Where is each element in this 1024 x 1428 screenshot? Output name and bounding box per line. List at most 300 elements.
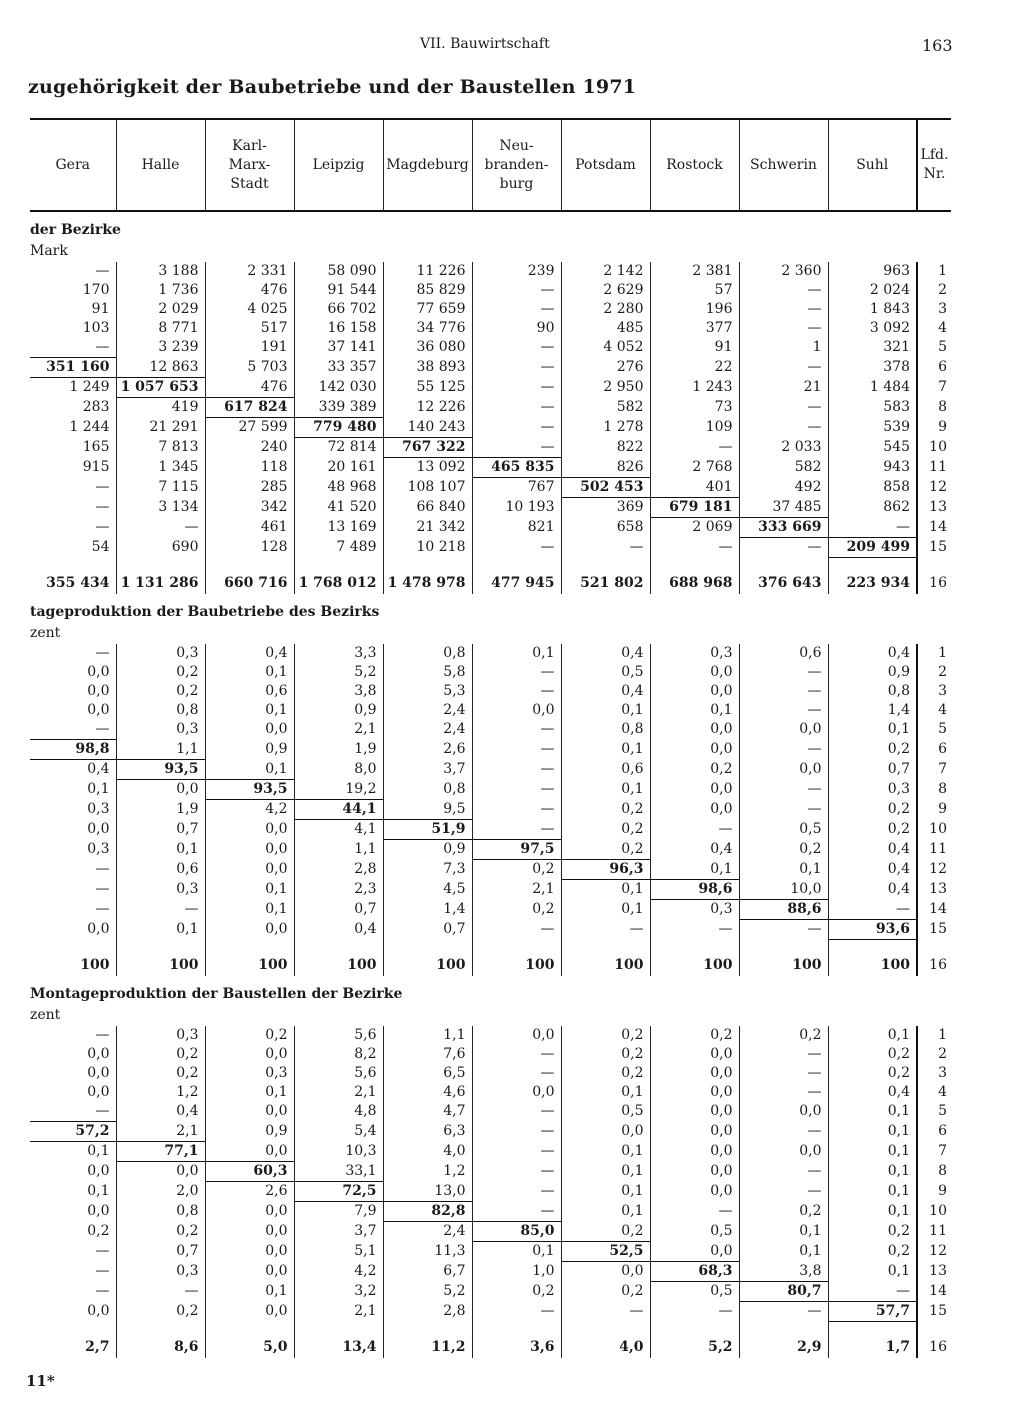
table-cell: — xyxy=(739,663,828,682)
table-row xyxy=(30,458,951,478)
row-number: 1 xyxy=(917,1026,951,1045)
table-cell: 10,3 xyxy=(294,1142,383,1162)
table-cell: — xyxy=(30,518,116,538)
table-cell: 0,1 xyxy=(828,1142,917,1162)
table-cell: 0,0 xyxy=(30,1302,116,1322)
table-cell: 1,2 xyxy=(383,1162,472,1182)
table-cell: — xyxy=(472,1045,561,1064)
signature-mark: 11* xyxy=(26,1372,55,1390)
table-cell: 0,7 xyxy=(383,920,472,940)
table-row xyxy=(30,281,951,300)
row-number: 9 xyxy=(917,800,951,820)
table-cell: 285 xyxy=(205,478,294,498)
table-cell: 0,4 xyxy=(30,760,116,780)
table-cell: 0,0 xyxy=(30,682,116,701)
table-row xyxy=(30,860,951,880)
table-cell: 57,7 xyxy=(828,1302,917,1322)
table-cell: 34 776 xyxy=(383,319,472,338)
table-cell: — xyxy=(828,1282,917,1302)
table-row xyxy=(30,720,951,740)
table-cell: 6,3 xyxy=(383,1122,472,1142)
table-cell: 5,6 xyxy=(294,1026,383,1045)
table-cell: — xyxy=(739,538,828,558)
table-row xyxy=(30,920,951,940)
table-cell: 767 xyxy=(472,478,561,498)
total-cell: 376 643 xyxy=(739,572,828,594)
table-cell: — xyxy=(739,1162,828,1182)
table-cell: 690 xyxy=(116,538,205,558)
table-cell: 103 xyxy=(30,319,116,338)
row-number: 7 xyxy=(917,1142,951,1162)
table-cell: 5,3 xyxy=(383,682,472,701)
total-cell: 477 945 xyxy=(472,572,561,594)
table-cell: 0,1 xyxy=(828,1262,917,1282)
table-cell: — xyxy=(739,300,828,319)
table-cell: 582 xyxy=(739,458,828,478)
table-row xyxy=(30,1064,951,1083)
table-cell: — xyxy=(472,760,561,780)
row-number: 2 xyxy=(917,281,951,300)
table-cell: 82,8 xyxy=(383,1202,472,1222)
table-cell: 0,1 xyxy=(30,780,116,800)
table-cell: — xyxy=(739,358,828,378)
total-row xyxy=(30,1336,951,1358)
row-number: 6 xyxy=(917,358,951,378)
table-cell: 0,3 xyxy=(116,644,205,663)
table-cell: — xyxy=(30,1242,116,1262)
table-cell: 0,4 xyxy=(294,920,383,940)
row-number: 15 xyxy=(917,1302,951,1322)
total-cell: 11,2 xyxy=(383,1336,472,1358)
table-cell: — xyxy=(739,1182,828,1202)
table-cell: — xyxy=(739,740,828,760)
table-cell: 485 xyxy=(561,319,650,338)
table-cell: — xyxy=(472,300,561,319)
total-cell: 5,0 xyxy=(205,1336,294,1358)
table-cell: 3,7 xyxy=(383,760,472,780)
table-cell: 0,0 xyxy=(116,1162,205,1182)
row-number: 5 xyxy=(917,720,951,740)
table-cell: 0,2 xyxy=(561,840,650,860)
table-row xyxy=(30,682,951,701)
table-cell: 0,8 xyxy=(383,780,472,800)
table-cell: 0,1 xyxy=(205,760,294,780)
table-cell: 2 142 xyxy=(561,262,650,281)
row-number: 8 xyxy=(917,398,951,418)
table-cell: — xyxy=(739,1302,828,1322)
total-cell: 1 131 286 xyxy=(116,572,205,594)
table-cell: 7,3 xyxy=(383,860,472,880)
table-cell: 2,1 xyxy=(294,720,383,740)
table-cell: 1 243 xyxy=(650,378,739,398)
table-cell: 0,1 xyxy=(561,740,650,760)
table-cell: 0,1 xyxy=(828,1182,917,1202)
table-cell: 88,6 xyxy=(739,900,828,920)
table-cell: — xyxy=(739,1045,828,1064)
table-cell: 963 xyxy=(828,262,917,281)
table-cell: — xyxy=(472,1182,561,1202)
table-cell: 339 389 xyxy=(294,398,383,418)
table-row xyxy=(30,438,951,458)
table-row xyxy=(30,1302,951,1322)
table-cell: 7 115 xyxy=(116,478,205,498)
table-cell: 858 xyxy=(828,478,917,498)
total-cell: 100 xyxy=(828,954,917,976)
table-row xyxy=(30,1102,951,1122)
table-cell: 0,5 xyxy=(650,1222,739,1242)
section-title-row xyxy=(30,984,951,1005)
table-cell: 583 xyxy=(828,398,917,418)
table-cell: 54 xyxy=(30,538,116,558)
table-cell: 0,1 xyxy=(739,1222,828,1242)
table-cell: 0,0 xyxy=(561,1262,650,1282)
page-number: 163 xyxy=(922,36,953,55)
table-cell: — xyxy=(472,281,561,300)
table-cell: 57,2 xyxy=(30,1122,116,1142)
table-row xyxy=(30,319,951,338)
table-cell: 0,3 xyxy=(205,1064,294,1083)
row-number: 15 xyxy=(917,920,951,940)
table-cell: 5,6 xyxy=(294,1064,383,1083)
table-cell: — xyxy=(472,438,561,458)
table-cell: — xyxy=(739,1064,828,1083)
total-cell: 100 xyxy=(383,954,472,976)
table-cell: — xyxy=(472,418,561,438)
table-cell: 4 025 xyxy=(205,300,294,319)
table-cell: 0,1 xyxy=(828,1122,917,1142)
table-cell: 0,1 xyxy=(205,1083,294,1102)
table-cell: 0,3 xyxy=(828,780,917,800)
table-cell: 0,4 xyxy=(828,840,917,860)
table-cell: 48 968 xyxy=(294,478,383,498)
total-cell: 100 xyxy=(561,954,650,976)
table-cell: 12 863 xyxy=(116,358,205,378)
table-cell: 3,8 xyxy=(294,682,383,701)
table-cell: — xyxy=(739,1083,828,1102)
row-number: 5 xyxy=(917,1102,951,1122)
row-number: 15 xyxy=(917,538,951,558)
table-cell: 240 xyxy=(205,438,294,458)
table-cell: — xyxy=(472,682,561,701)
section-unit: zent xyxy=(30,1007,61,1023)
table-cell: 2 033 xyxy=(739,438,828,458)
row-number: 12 xyxy=(917,1242,951,1262)
table-cell: 0,0 xyxy=(739,1142,828,1162)
table-cell: 3 239 xyxy=(116,338,205,358)
table-cell: 36 080 xyxy=(383,338,472,358)
table-cell: 0,1 xyxy=(205,1282,294,1302)
table-cell: — xyxy=(30,1262,116,1282)
row-number: 7 xyxy=(917,760,951,780)
table-cell: 377 xyxy=(650,319,739,338)
total-cell: 100 xyxy=(739,954,828,976)
total-cell: 4,0 xyxy=(561,1336,650,1358)
section-unit-row xyxy=(30,1005,951,1026)
table-cell: 0,1 xyxy=(650,701,739,720)
table-cell: — xyxy=(739,418,828,438)
table-cell: 16 158 xyxy=(294,319,383,338)
table-cell: 0,2 xyxy=(828,740,917,760)
table-cell: — xyxy=(650,920,739,940)
table-cell: 3,3 xyxy=(294,644,383,663)
total-cell: 355 434 xyxy=(30,572,116,594)
table-cell: 7 489 xyxy=(294,538,383,558)
table-cell: 5,8 xyxy=(383,663,472,682)
table-cell: 0,3 xyxy=(650,900,739,920)
table-cell: 85,0 xyxy=(472,1222,561,1242)
table-row xyxy=(30,1026,951,1045)
table-cell: 60,3 xyxy=(205,1162,294,1182)
table-cell: 0,2 xyxy=(828,820,917,840)
table-cell: 3,7 xyxy=(294,1222,383,1242)
table-cell: 0,2 xyxy=(116,663,205,682)
table-cell: 5,1 xyxy=(294,1242,383,1262)
table-cell: 0,7 xyxy=(116,1242,205,1262)
table-cell: — xyxy=(30,1026,116,1045)
table-cell: 0,7 xyxy=(294,900,383,920)
table-cell: 93,5 xyxy=(205,780,294,800)
table-cell: 0,7 xyxy=(116,820,205,840)
row-number: 3 xyxy=(917,682,951,701)
table-cell: 118 xyxy=(205,458,294,478)
table-cell: 91 xyxy=(30,300,116,319)
table-cell: 4 052 xyxy=(561,338,650,358)
table-row xyxy=(30,300,951,319)
table-cell: 55 125 xyxy=(383,378,472,398)
table-cell: 0,1 xyxy=(828,1102,917,1122)
table-row xyxy=(30,1045,951,1064)
table-cell: 476 xyxy=(205,378,294,398)
table-cell: 2,8 xyxy=(383,1302,472,1322)
table-cell: — xyxy=(472,1142,561,1162)
table-cell: 0,0 xyxy=(650,740,739,760)
table-cell: 85 829 xyxy=(383,281,472,300)
table-cell: 0,0 xyxy=(650,1045,739,1064)
table-cell: 0,0 xyxy=(472,1026,561,1045)
row-number: 13 xyxy=(917,1262,951,1282)
total-cell: 1 478 978 xyxy=(383,572,472,594)
row-number: 13 xyxy=(917,880,951,900)
table-title: zugehörigkeit der Baubetriebe und der Baustellen 1971 xyxy=(28,76,637,98)
table-cell: — xyxy=(650,820,739,840)
table-cell: 21 xyxy=(739,378,828,398)
table-cell: 2 629 xyxy=(561,281,650,300)
table-cell: 0,0 xyxy=(650,1083,739,1102)
table-cell: 1,9 xyxy=(116,800,205,820)
table-cell: 0,2 xyxy=(30,1222,116,1242)
total-cell: 100 xyxy=(650,954,739,976)
table-cell: 0,0 xyxy=(650,682,739,701)
table-cell: 37 141 xyxy=(294,338,383,358)
table-cell: 52,5 xyxy=(561,1242,650,1262)
table-cell: 539 xyxy=(828,418,917,438)
table-cell: — xyxy=(828,900,917,920)
table-cell: 0,1 xyxy=(739,860,828,880)
table-cell: 779 480 xyxy=(294,418,383,438)
table-row xyxy=(30,820,951,840)
table-cell: 91 544 xyxy=(294,281,383,300)
table-cell: 2 360 xyxy=(739,262,828,281)
table-row xyxy=(30,840,951,860)
table-cell: 1 345 xyxy=(116,458,205,478)
header-column: Schwerin xyxy=(739,119,828,211)
table-cell: 37 485 xyxy=(739,498,828,518)
table-cell: 0,0 xyxy=(650,1242,739,1262)
table-cell: 0,8 xyxy=(383,644,472,663)
table-row xyxy=(30,262,951,281)
table-cell: 11 226 xyxy=(383,262,472,281)
table-cell: 0,6 xyxy=(561,760,650,780)
table-cell: 0,2 xyxy=(828,1222,917,1242)
table-cell: 582 xyxy=(561,398,650,418)
table-cell: — xyxy=(30,478,116,498)
table-cell: 0,8 xyxy=(828,682,917,701)
table-cell: 862 xyxy=(828,498,917,518)
table-cell: 10,0 xyxy=(739,880,828,900)
table-cell: 4,0 xyxy=(383,1142,472,1162)
table-cell: 0,2 xyxy=(828,800,917,820)
table-cell: 13 092 xyxy=(383,458,472,478)
row-number: 10 xyxy=(917,438,951,458)
table-cell: 0,9 xyxy=(383,840,472,860)
table-cell: 27 599 xyxy=(205,418,294,438)
table-cell: 13,0 xyxy=(383,1182,472,1202)
table-cell: 0,0 xyxy=(30,663,116,682)
table-cell: — xyxy=(561,1302,650,1322)
total-cell: 3,6 xyxy=(472,1336,561,1358)
row-number: 14 xyxy=(917,1282,951,1302)
table-cell: 0,1 xyxy=(472,1242,561,1262)
table-cell: 0,1 xyxy=(739,1242,828,1262)
row-number: 4 xyxy=(917,1083,951,1102)
table-cell: 658 xyxy=(561,518,650,538)
table-cell: 165 xyxy=(30,438,116,458)
table-cell: 58 090 xyxy=(294,262,383,281)
total-cell: 688 968 xyxy=(650,572,739,594)
table-cell: 0,0 xyxy=(739,760,828,780)
table-cell: 0,0 xyxy=(205,1102,294,1122)
table-cell: 5 703 xyxy=(205,358,294,378)
table-cell: — xyxy=(30,262,116,281)
table-cell: 545 xyxy=(828,438,917,458)
table-row xyxy=(30,780,951,800)
table-cell: 0,0 xyxy=(650,1102,739,1122)
table-cell: 1,4 xyxy=(383,900,472,920)
table-cell: 0,0 xyxy=(739,720,828,740)
total-cell: 1 768 012 xyxy=(294,572,383,594)
table-cell: 476 xyxy=(205,281,294,300)
section-title: Montageproduktion der Baustellen der Bezirke xyxy=(30,986,403,1002)
table-row xyxy=(30,1122,951,1142)
table-row xyxy=(30,1222,951,1242)
table-cell: — xyxy=(472,1064,561,1083)
table-cell: 6,5 xyxy=(383,1064,472,1083)
table-cell: 1,9 xyxy=(294,740,383,760)
table-cell: — xyxy=(30,644,116,663)
table-cell: 0,3 xyxy=(30,800,116,820)
table-cell: 342 xyxy=(205,498,294,518)
table-cell: 170 xyxy=(30,281,116,300)
table-cell: 1 843 xyxy=(828,300,917,319)
table-row xyxy=(30,358,951,378)
table-cell: — xyxy=(472,663,561,682)
table-cell: 98,8 xyxy=(30,740,116,760)
table-cell: 0,1 xyxy=(561,1202,650,1222)
row-number: 14 xyxy=(917,518,951,538)
table-cell: 0,8 xyxy=(116,1202,205,1222)
table-cell: 0,2 xyxy=(561,1282,650,1302)
table-cell: 2 950 xyxy=(561,378,650,398)
table-cell: 0,1 xyxy=(828,1162,917,1182)
table-cell: 0,1 xyxy=(828,1026,917,1045)
total-cell: 100 xyxy=(294,954,383,976)
table-cell: 0,6 xyxy=(205,682,294,701)
table-cell: 767 322 xyxy=(383,438,472,458)
table-cell: 0,0 xyxy=(650,780,739,800)
table-cell: 0,2 xyxy=(205,1026,294,1045)
table-cell: — xyxy=(561,920,650,940)
table-cell: 5,2 xyxy=(383,1282,472,1302)
table-cell: 5,2 xyxy=(294,663,383,682)
table-cell: 0,0 xyxy=(739,1102,828,1122)
table-cell: — xyxy=(739,780,828,800)
table-cell: 3 134 xyxy=(116,498,205,518)
table-cell: 0,0 xyxy=(472,701,561,720)
table-cell: 0,0 xyxy=(205,860,294,880)
table-cell: 0,4 xyxy=(828,880,917,900)
table-cell: 3 188 xyxy=(116,262,205,281)
table-cell: 0,0 xyxy=(30,1083,116,1102)
row-number: 2 xyxy=(917,663,951,682)
table-cell: 77,1 xyxy=(116,1142,205,1162)
table-cell: 4,7 xyxy=(383,1102,472,1122)
table-cell: 66 702 xyxy=(294,300,383,319)
row-number: 14 xyxy=(917,900,951,920)
table-cell: 0,0 xyxy=(650,1162,739,1182)
table-cell: 0,0 xyxy=(30,1064,116,1083)
header-column: Neu- branden- burg xyxy=(472,119,561,211)
table-cell: 0,4 xyxy=(650,840,739,860)
table-cell: 517 xyxy=(205,319,294,338)
table-cell: 0,3 xyxy=(650,644,739,663)
table-cell: 461 xyxy=(205,518,294,538)
table-cell: 0,2 xyxy=(561,1064,650,1083)
section-unit: Mark xyxy=(30,243,68,259)
table-cell: 4,2 xyxy=(294,1262,383,1282)
table-cell: 33 357 xyxy=(294,358,383,378)
table-cell: — xyxy=(739,398,828,418)
table-cell: 41 520 xyxy=(294,498,383,518)
table-cell: 0,1 xyxy=(116,920,205,940)
table-cell: 1 736 xyxy=(116,281,205,300)
table-cell: — xyxy=(739,682,828,701)
table-row xyxy=(30,1083,951,1102)
table-cell: 0,0 xyxy=(650,1142,739,1162)
table-cell: 4,5 xyxy=(383,880,472,900)
table-cell: — xyxy=(30,1282,116,1302)
table-cell: 0,2 xyxy=(116,1045,205,1064)
table-cell: 0,3 xyxy=(116,880,205,900)
table-cell: — xyxy=(472,920,561,940)
table-cell: 0,1 xyxy=(116,840,205,860)
header-column: Rostock xyxy=(650,119,739,211)
table-cell: 7,9 xyxy=(294,1202,383,1222)
table-cell: 0,2 xyxy=(828,1064,917,1083)
table-cell: 6,7 xyxy=(383,1262,472,1282)
table-cell: 8,2 xyxy=(294,1045,383,1064)
table-cell: — xyxy=(116,900,205,920)
table-cell: — xyxy=(30,880,116,900)
